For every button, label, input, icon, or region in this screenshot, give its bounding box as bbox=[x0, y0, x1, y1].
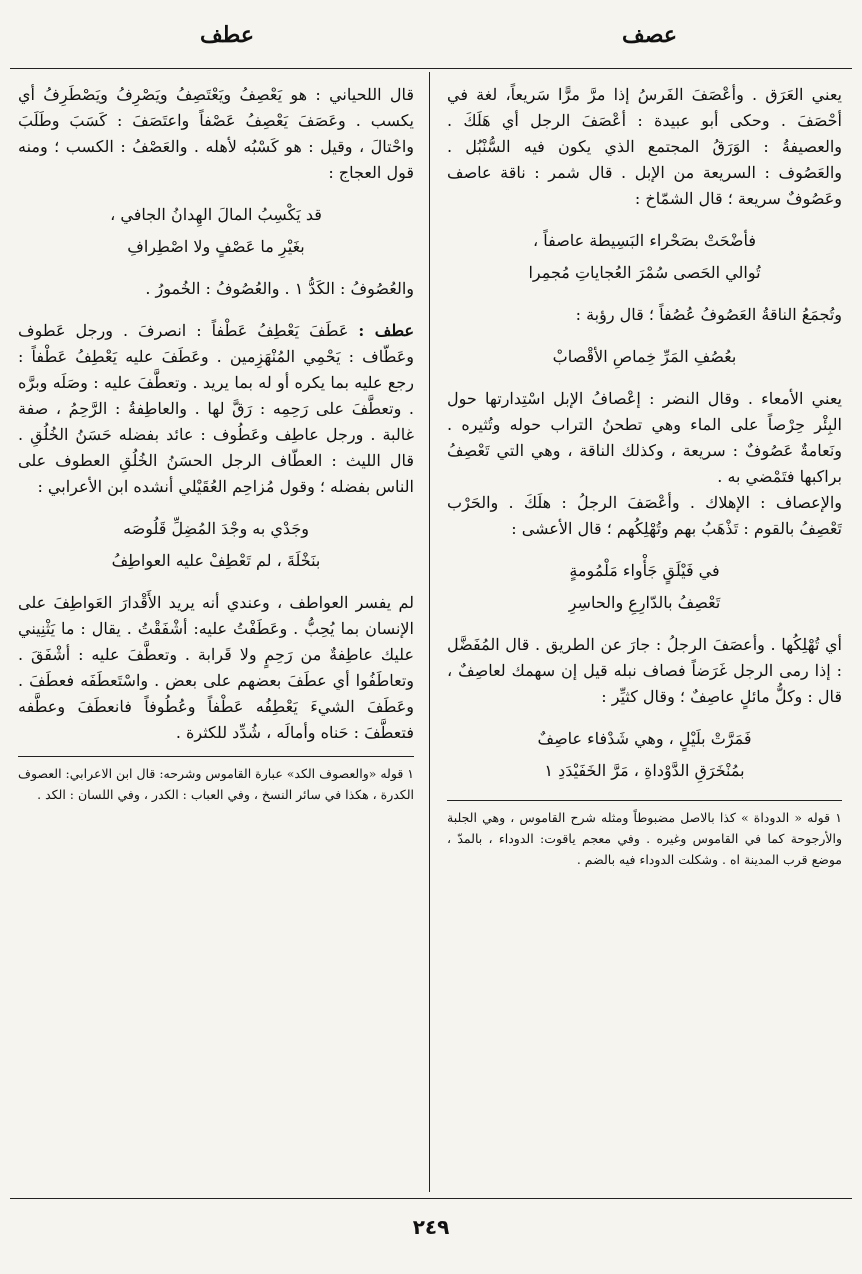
paragraph: لم يفسر العواطف ، وعندي أنه يريد الأَقْدارَ العَواطِفَ على الإنسان بما يُحِبُّ . وعَطَفْتُ عليه: أشْفَقْتُ . يقال : ما يَثْنِيني عليك عاطِفةٌ من رَحِمٍ ولا قَرابة . وتعطَّفَ عليه : أشْفَقَ . وتعاطَفُوا أي عطَفَ بعضهم على بعض . واسْتَعطَفَه فعطَفَ . وعَطَفَ الشيءَ يَعْطِفُه عَطْفاً وعُطُوفاً فانعطَفَ وعطَّفه فتعطَّفَ : حَناه وأمالَه ، شُدِّد للكثرة . bbox=[18, 593, 414, 742]
paragraph: والإعصاف : الإهلاك . وأعْصَفَ الرجلُ : هلَكَ . والحَرْب تَعْصِفُ بالقوم : تَذْهَبُ بهم وتُهْلِكُهم ؛ قال الأعشى : bbox=[447, 493, 842, 538]
verse-block bbox=[447, 226, 842, 288]
footer-rule bbox=[10, 1198, 852, 1199]
verse-block bbox=[18, 200, 414, 262]
verse-line: فأضْحَتْ بصَحْراء البَسِيطة عاصفاً ، bbox=[532, 231, 757, 250]
verse-line: في فَيْلَقٍ جَأْواء مَلْمُومةٍ bbox=[569, 561, 720, 580]
column-divider bbox=[429, 72, 430, 1192]
verse-line: فَمَرَّتْ بلَيْلٍ ، وهي شَدْفاء عاصِفٌ bbox=[537, 729, 752, 748]
verse-line: قد يَكْسِبُ المالَ الهِدانُ الجافي ، bbox=[110, 205, 322, 224]
running-head-left: عطف bbox=[200, 22, 254, 48]
page-number: ٢٤٩ bbox=[412, 1215, 450, 1239]
footnote-rule bbox=[18, 756, 414, 757]
verse-line: بغَيْرِ ما عَصْفٍ ولا اصْطِرافِ bbox=[127, 237, 305, 256]
verse-block bbox=[447, 556, 842, 618]
verse-line: تَعْصِفُ بالدّارِعِ والحاسِرِ bbox=[568, 593, 721, 612]
verse-block bbox=[18, 514, 414, 576]
paragraph: أي تُهْلِكُها . وأعصَفَ الرجلُ : جارَ عن الطريق . قال المُفَضَّل : إذا رمى الرجل غَرَضاً فصاف نبله قيل إن سهمك لعاصِفٌ ، قال : وكلُّ مائلٍ عاصِفٌ ؛ وقال كثيِّر : bbox=[447, 635, 842, 706]
verse-line: تُوالي الحَصى سُمْرَ العُجاياتِ مُجمِرا bbox=[528, 263, 761, 282]
footnote: ١ قوله «والعصوف الكد» عبارة القاموس وشرحه: قال ابن الاعرابي: العصوف الكدرة ، هكذا في سائر النسخ ، وفي العباب : الكدر ، وفي اللسان : الكد . bbox=[18, 766, 414, 802]
left-column bbox=[18, 82, 414, 1192]
running-head-right: عصف bbox=[622, 22, 677, 48]
paragraph: يعني العَرَق . وأعْصَفَ الفَرسُ إذا مرَّ مرًّا سَريعاً، لغة في أحْصَفَ . وحكى أبو عبيدة : أعْصَفَ الرجل أي هَلَكَ . والعصيفةُ : الوَرَقُ المجتمع الذي يكون فيه السُّنْبُل . والعَصُوف : السريعة من الإبل . قال شمر : ناقة عاصف وعَصُوفٌ سريعة ؛ قال الشمّاخ : bbox=[447, 85, 842, 208]
entry-headword: عطف : bbox=[358, 321, 414, 340]
verse-line: بمُنْخَرَقِ الدَّوْداةِ ، مَرَّ الخَفَيْدَدِ ١ bbox=[544, 761, 745, 780]
paragraph: والعُصُوفُ : الكَدُّ ١ . والعُصُوفُ : الخُمورُ . bbox=[145, 279, 414, 298]
verse-block bbox=[447, 724, 842, 786]
verse-line: بنَخْلَةَ ، لم تَعْطِفْ عليه العواطِفُ bbox=[111, 551, 321, 570]
footnote: ١ قوله « الدوداة » كذا بالاصل مضبوطاً ومثله شرح القاموس ، وهي الجلبة والأرجوحة كما في القاموس وغيره . وفي معجم ياقوت: الدوداء ، بالمدّ ، موضع قرب المدينة اه . وشكلت الدوداء فيه بالضم . bbox=[447, 810, 842, 867]
verse-line: وجَدْي به وجْدَ المُضِلِّ قَلُوصَه bbox=[123, 519, 309, 538]
entry-paragraph bbox=[18, 318, 414, 500]
entry-text: عَطَفَ يَعْطِفُ عَطْفاً : انصرفَ . ورجل عَطوف وعَطّاف : يَحْمِي المُنْهَزِمين . وعَطَفَ عليه يَعْطِفُ عَطْفاً : رجع عليه بما يكره أو له بما يريد . وتعطَّفَ عليه : وصَلَه وبرَّه . وتعطَّفَ على رَحِمِه : رَقَّ لها . والعاطِفةُ : الرَّحِمُ ، صفة غالبة . ورجل عاطِف وعَطُوف : عائد بفضله حَسَنُ الخُلُقِ . قال الليث : العطّاف الرجل الحسَنُ الخُلُقِ العطوف على الناس بفضله ؛ وقول مُزاحِم العُقَيْلي أنشده ابن الأعرابي : bbox=[18, 321, 414, 496]
footnote-rule bbox=[447, 800, 842, 801]
header-rule bbox=[10, 68, 852, 69]
paragraph: وتُجمَعُ الناقةُ العَصُوفُ عُصُفاً ؛ قال رؤبة : bbox=[575, 305, 842, 324]
verse-block bbox=[447, 342, 842, 372]
paragraph: يعني الأمعاء . وقال النضر : إعْصافُ الإبل اسْتِدارتها حول البِئْر حِرْصاً على الماء وهي تطحنُ التراب حوله وتُثيره . ونَعامةٌ عَصُوفٌ : سريعة ، وكذلك الناقة ، وهي التي تَعْصِفُ براكبها فتَمْضي به . bbox=[447, 389, 842, 486]
paragraph: قال اللحياني : هو يَعْصِفُ ويَعْتَصِفُ ويَصْرِفُ ويَصْطَرِفُ أي يكسب . وعَصَفَ يَعْصِفُ عَصْفاً واعتَصَفَ : كَسَبَ وطَلَبَ واحْتالَ ، وقيل : هو كَسْبُه لأهله . والعَصْفُ : الكسب ؛ ومنه قول العجاج : bbox=[18, 85, 414, 182]
verse-line: بعُصُفِ المَرِّ خِماصِ الأقْصابْ bbox=[552, 347, 737, 366]
right-column bbox=[447, 82, 842, 1192]
